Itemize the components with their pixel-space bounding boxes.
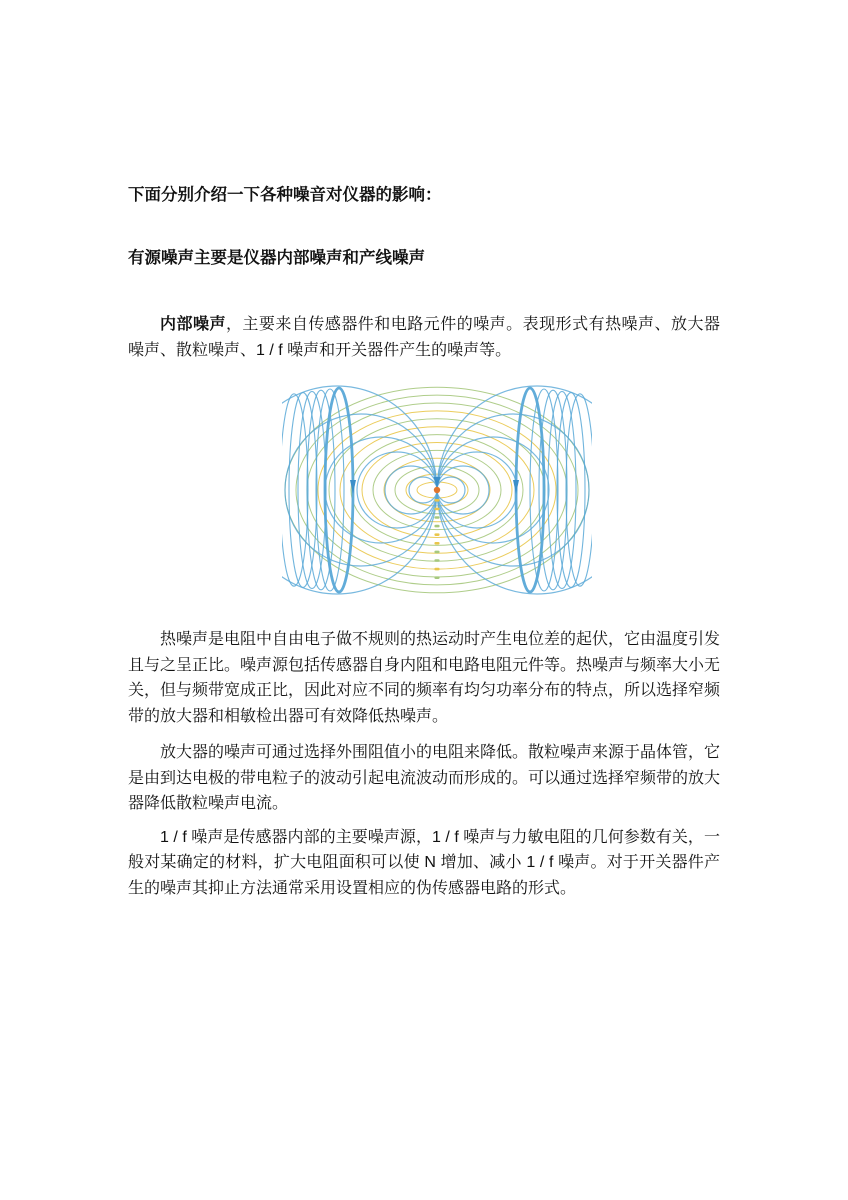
field-lines-illustration	[282, 382, 592, 598]
heading-active-noise: 有源噪声主要是仪器内部噪声和产线噪声	[128, 248, 425, 267]
paragraph-1f-noise: 1 / f 噪声是传感器内部的主要噪声源，1 / f 噪声与力敏电阻的几何参数有关，一般对某确定的材料，扩大电阻面积可以使 N 增加、减小 1 / f 噪声。对于开关器件产生的噪声其抑止方法通常采用设置相应的伪传感器电路的形式。	[128, 828, 720, 897]
heading-noise-effects: 下面分别介绍一下各种噪音对仪器的影响：	[128, 186, 442, 204]
internal-noise-text: ，主要来自传感器件和电路元件的噪声。表现形式有热噪声、放大器噪声、散粒噪声、1 / f 噪声和开关器件产生的噪声等。	[128, 316, 720, 359]
internal-noise-bold-lead: 内部噪声	[160, 316, 226, 333]
paragraph-internal-noise	[128, 312, 720, 363]
dipole-field-figure	[282, 382, 592, 598]
paragraph-thermal-noise: 热噪声是电阻中自由电子做不规则的热运动时产生电位差的起伏，它由温度引发且与之呈正比。噪声源包括传感器自身内阻和电路电阻元件等。热噪声与频率大小无关，但与频带宽成正比，因此对应不同的频率有均匀功率分布的特点，所以选择窄频带的放大器和相敏检出器可有效降低热噪声。	[128, 631, 721, 725]
paragraph-amplifier-shot-noise: 放大器的噪声可通过选择外围阻值小的电阻来降低。散粒噪声来源于晶体管，它是由到达电极的带电粒子的波动引起电流波动而形成的。可以通过选择窄频带的放大器降低散粒噪声电流。	[128, 744, 721, 812]
